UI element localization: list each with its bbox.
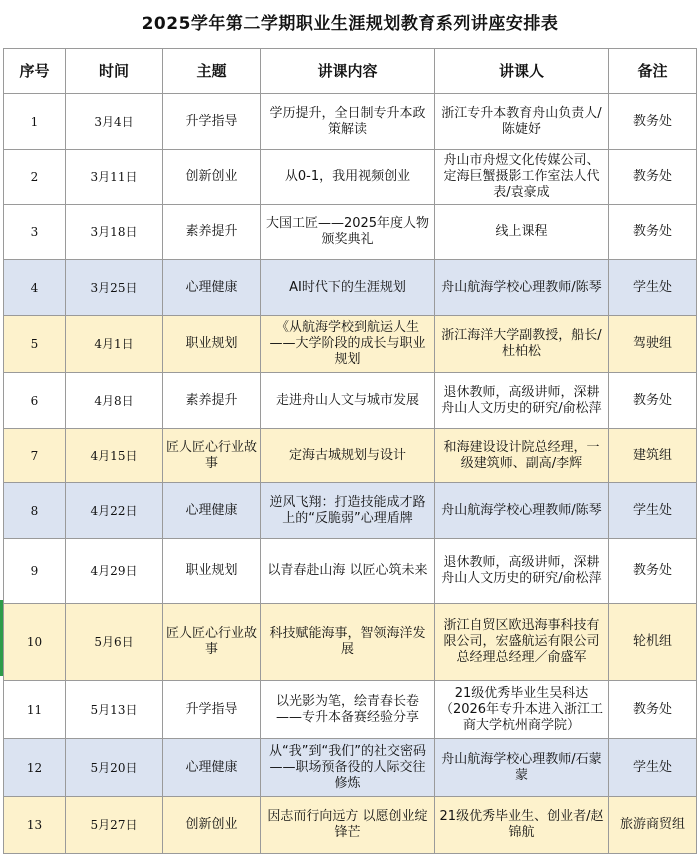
cell-content[interactable]: 学历提升，全日制专升本政策解读 xyxy=(261,94,435,150)
cell-date[interactable]: 5月20日 xyxy=(66,739,163,797)
cell-note[interactable]: 教务处 xyxy=(609,373,697,429)
header-no: 序号 xyxy=(4,49,66,94)
cell-theme[interactable]: 职业规划 xyxy=(163,539,261,604)
cell-content[interactable]: 走进舟山人文与城市发展 xyxy=(261,373,435,429)
cell-content[interactable]: 定海古城规划与设计 xyxy=(261,429,435,483)
cell-content[interactable]: 《从航海学校到航运人生——大学阶段的成长与职业规划 xyxy=(261,316,435,373)
cell-note[interactable]: 学生处 xyxy=(609,260,697,316)
cell-date[interactable]: 3月11日 xyxy=(66,150,163,205)
cell-lecturer[interactable]: 舟山市舟煜文化传媒公司、定海巨蟹摄影工作室法人代表/袁豪成 xyxy=(435,150,609,205)
cell-date[interactable]: 4月15日 xyxy=(66,429,163,483)
cell-theme[interactable]: 匠人匠心行业故事 xyxy=(163,604,261,681)
cell-lecturer[interactable]: 退休教师，高级讲师，深耕舟山人文历史的研究/俞松萍 xyxy=(435,539,609,604)
cell-lecturer[interactable]: 21级优秀毕业生、创业者/赵锦航 xyxy=(435,797,609,854)
cell-note[interactable]: 教务处 xyxy=(609,94,697,150)
cell-date[interactable]: 5月13日 xyxy=(66,681,163,739)
cell-note[interactable]: 教务处 xyxy=(609,681,697,739)
table-row xyxy=(4,483,697,539)
cell-lecturer[interactable]: 浙江海洋大学副教授，船长/杜柏松 xyxy=(435,316,609,373)
cell-date[interactable]: 5月27日 xyxy=(66,797,163,854)
cell-theme[interactable]: 心理健康 xyxy=(163,739,261,797)
cell-date[interactable]: 3月4日 xyxy=(66,94,163,150)
header-row xyxy=(4,49,697,94)
cell-no[interactable]: 12 xyxy=(4,739,66,797)
cell-content[interactable]: 科技赋能海事，智领海洋发展 xyxy=(261,604,435,681)
cell-note[interactable]: 教务处 xyxy=(609,205,697,260)
cell-lecturer[interactable]: 和海建设设计院总经理，一级建筑师、副高/李辉 xyxy=(435,429,609,483)
cell-date[interactable]: 4月8日 xyxy=(66,373,163,429)
cell-theme[interactable]: 升学指导 xyxy=(163,94,261,150)
table-row xyxy=(4,150,697,205)
table-title: 2025学年第二学期职业生涯规划教育系列讲座安排表 xyxy=(4,0,697,49)
cell-note[interactable]: 教务处 xyxy=(609,539,697,604)
cell-note[interactable]: 学生处 xyxy=(609,483,697,539)
cell-theme[interactable]: 素养提升 xyxy=(163,205,261,260)
cell-content[interactable]: 因志而行向远方 以愿创业绽锋芒 xyxy=(261,797,435,854)
cell-no[interactable]: 4 xyxy=(4,260,66,316)
table-row xyxy=(4,429,697,483)
cell-note[interactable]: 建筑组 xyxy=(609,429,697,483)
table-row xyxy=(4,797,697,854)
cell-content[interactable]: 逆风飞翔：打造技能成才路上的“反脆弱”心理盾牌 xyxy=(261,483,435,539)
lecture-schedule-table xyxy=(3,0,697,854)
cell-theme[interactable]: 升学指导 xyxy=(163,681,261,739)
table-row xyxy=(4,681,697,739)
table-row xyxy=(4,205,697,260)
cell-lecturer[interactable]: 浙江自贸区欧迅海事科技有限公司，宏盛航运有限公司总经理总经理／俞盛军 xyxy=(435,604,609,681)
cell-lecturer[interactable]: 21级优秀毕业生吴科达（2026年专升本进入浙江工商大学杭州商学院） xyxy=(435,681,609,739)
cell-theme[interactable]: 匠人匠心行业故事 xyxy=(163,429,261,483)
cell-content[interactable]: 从0-1，我用视频创业 xyxy=(261,150,435,205)
table-row xyxy=(4,373,697,429)
cell-theme[interactable]: 创新创业 xyxy=(163,797,261,854)
cell-lecturer[interactable]: 退休教师，高级讲师，深耕舟山人文历史的研究/俞松萍 xyxy=(435,373,609,429)
header-lecturer: 讲课人 xyxy=(435,49,609,94)
cell-note[interactable]: 旅游商贸组 xyxy=(609,797,697,854)
cell-content[interactable]: 以青春赴山海 以匠心筑未来 xyxy=(261,539,435,604)
cell-note[interactable]: 教务处 xyxy=(609,150,697,205)
cell-lecturer[interactable]: 舟山航海学校心理教师/陈琴 xyxy=(435,260,609,316)
cell-date[interactable]: 4月22日 xyxy=(66,483,163,539)
table-row xyxy=(4,316,697,373)
cell-content[interactable]: AI时代下的生涯规划 xyxy=(261,260,435,316)
cell-note[interactable]: 驾驶组 xyxy=(609,316,697,373)
header-content: 讲课内容 xyxy=(261,49,435,94)
cell-theme[interactable]: 职业规划 xyxy=(163,316,261,373)
cell-note[interactable]: 学生处 xyxy=(609,739,697,797)
cell-no[interactable]: 11 xyxy=(4,681,66,739)
cell-theme[interactable]: 心理健康 xyxy=(163,260,261,316)
cell-content[interactable]: 以光影为笔，绘青春长卷——专升本备赛经验分享 xyxy=(261,681,435,739)
cell-no[interactable]: 1 xyxy=(4,94,66,150)
table-row xyxy=(4,260,697,316)
cell-lecturer[interactable]: 舟山航海学校心理教师/陈琴 xyxy=(435,483,609,539)
header-theme: 主题 xyxy=(163,49,261,94)
table-row xyxy=(4,739,697,797)
cell-no[interactable]: 8 xyxy=(4,483,66,539)
cell-note[interactable]: 轮机组 xyxy=(609,604,697,681)
header-date: 时间 xyxy=(66,49,163,94)
cell-no[interactable]: 9 xyxy=(4,539,66,604)
active-cell-marker xyxy=(0,600,3,676)
cell-no[interactable]: 6 xyxy=(4,373,66,429)
cell-content[interactable]: 从“我”到“我们”的社交密码——职场预备役的人际交往修炼 xyxy=(261,739,435,797)
table-row xyxy=(4,94,697,150)
cell-date[interactable]: 3月25日 xyxy=(66,260,163,316)
cell-date[interactable]: 4月1日 xyxy=(66,316,163,373)
cell-no[interactable]: 3 xyxy=(4,205,66,260)
cell-date[interactable]: 4月29日 xyxy=(66,539,163,604)
cell-theme[interactable]: 心理健康 xyxy=(163,483,261,539)
cell-no[interactable]: 13 xyxy=(4,797,66,854)
cell-no[interactable]: 10 xyxy=(4,604,66,681)
cell-date[interactable]: 5月6日 xyxy=(66,604,163,681)
cell-theme[interactable]: 创新创业 xyxy=(163,150,261,205)
cell-lecturer[interactable]: 浙江专升本教育舟山负责人/陈婕妤 xyxy=(435,94,609,150)
cell-no[interactable]: 2 xyxy=(4,150,66,205)
cell-theme[interactable]: 素养提升 xyxy=(163,373,261,429)
table-row xyxy=(4,604,697,681)
cell-lecturer[interactable]: 舟山航海学校心理教师/石蒙蒙 xyxy=(435,739,609,797)
cell-no[interactable]: 7 xyxy=(4,429,66,483)
cell-content[interactable]: 大国工匠——2025年度人物颁奖典礼 xyxy=(261,205,435,260)
table-row xyxy=(4,539,697,604)
header-note: 备注 xyxy=(609,49,697,94)
cell-date[interactable]: 3月18日 xyxy=(66,205,163,260)
cell-no[interactable]: 5 xyxy=(4,316,66,373)
cell-lecturer[interactable]: 线上课程 xyxy=(435,205,609,260)
